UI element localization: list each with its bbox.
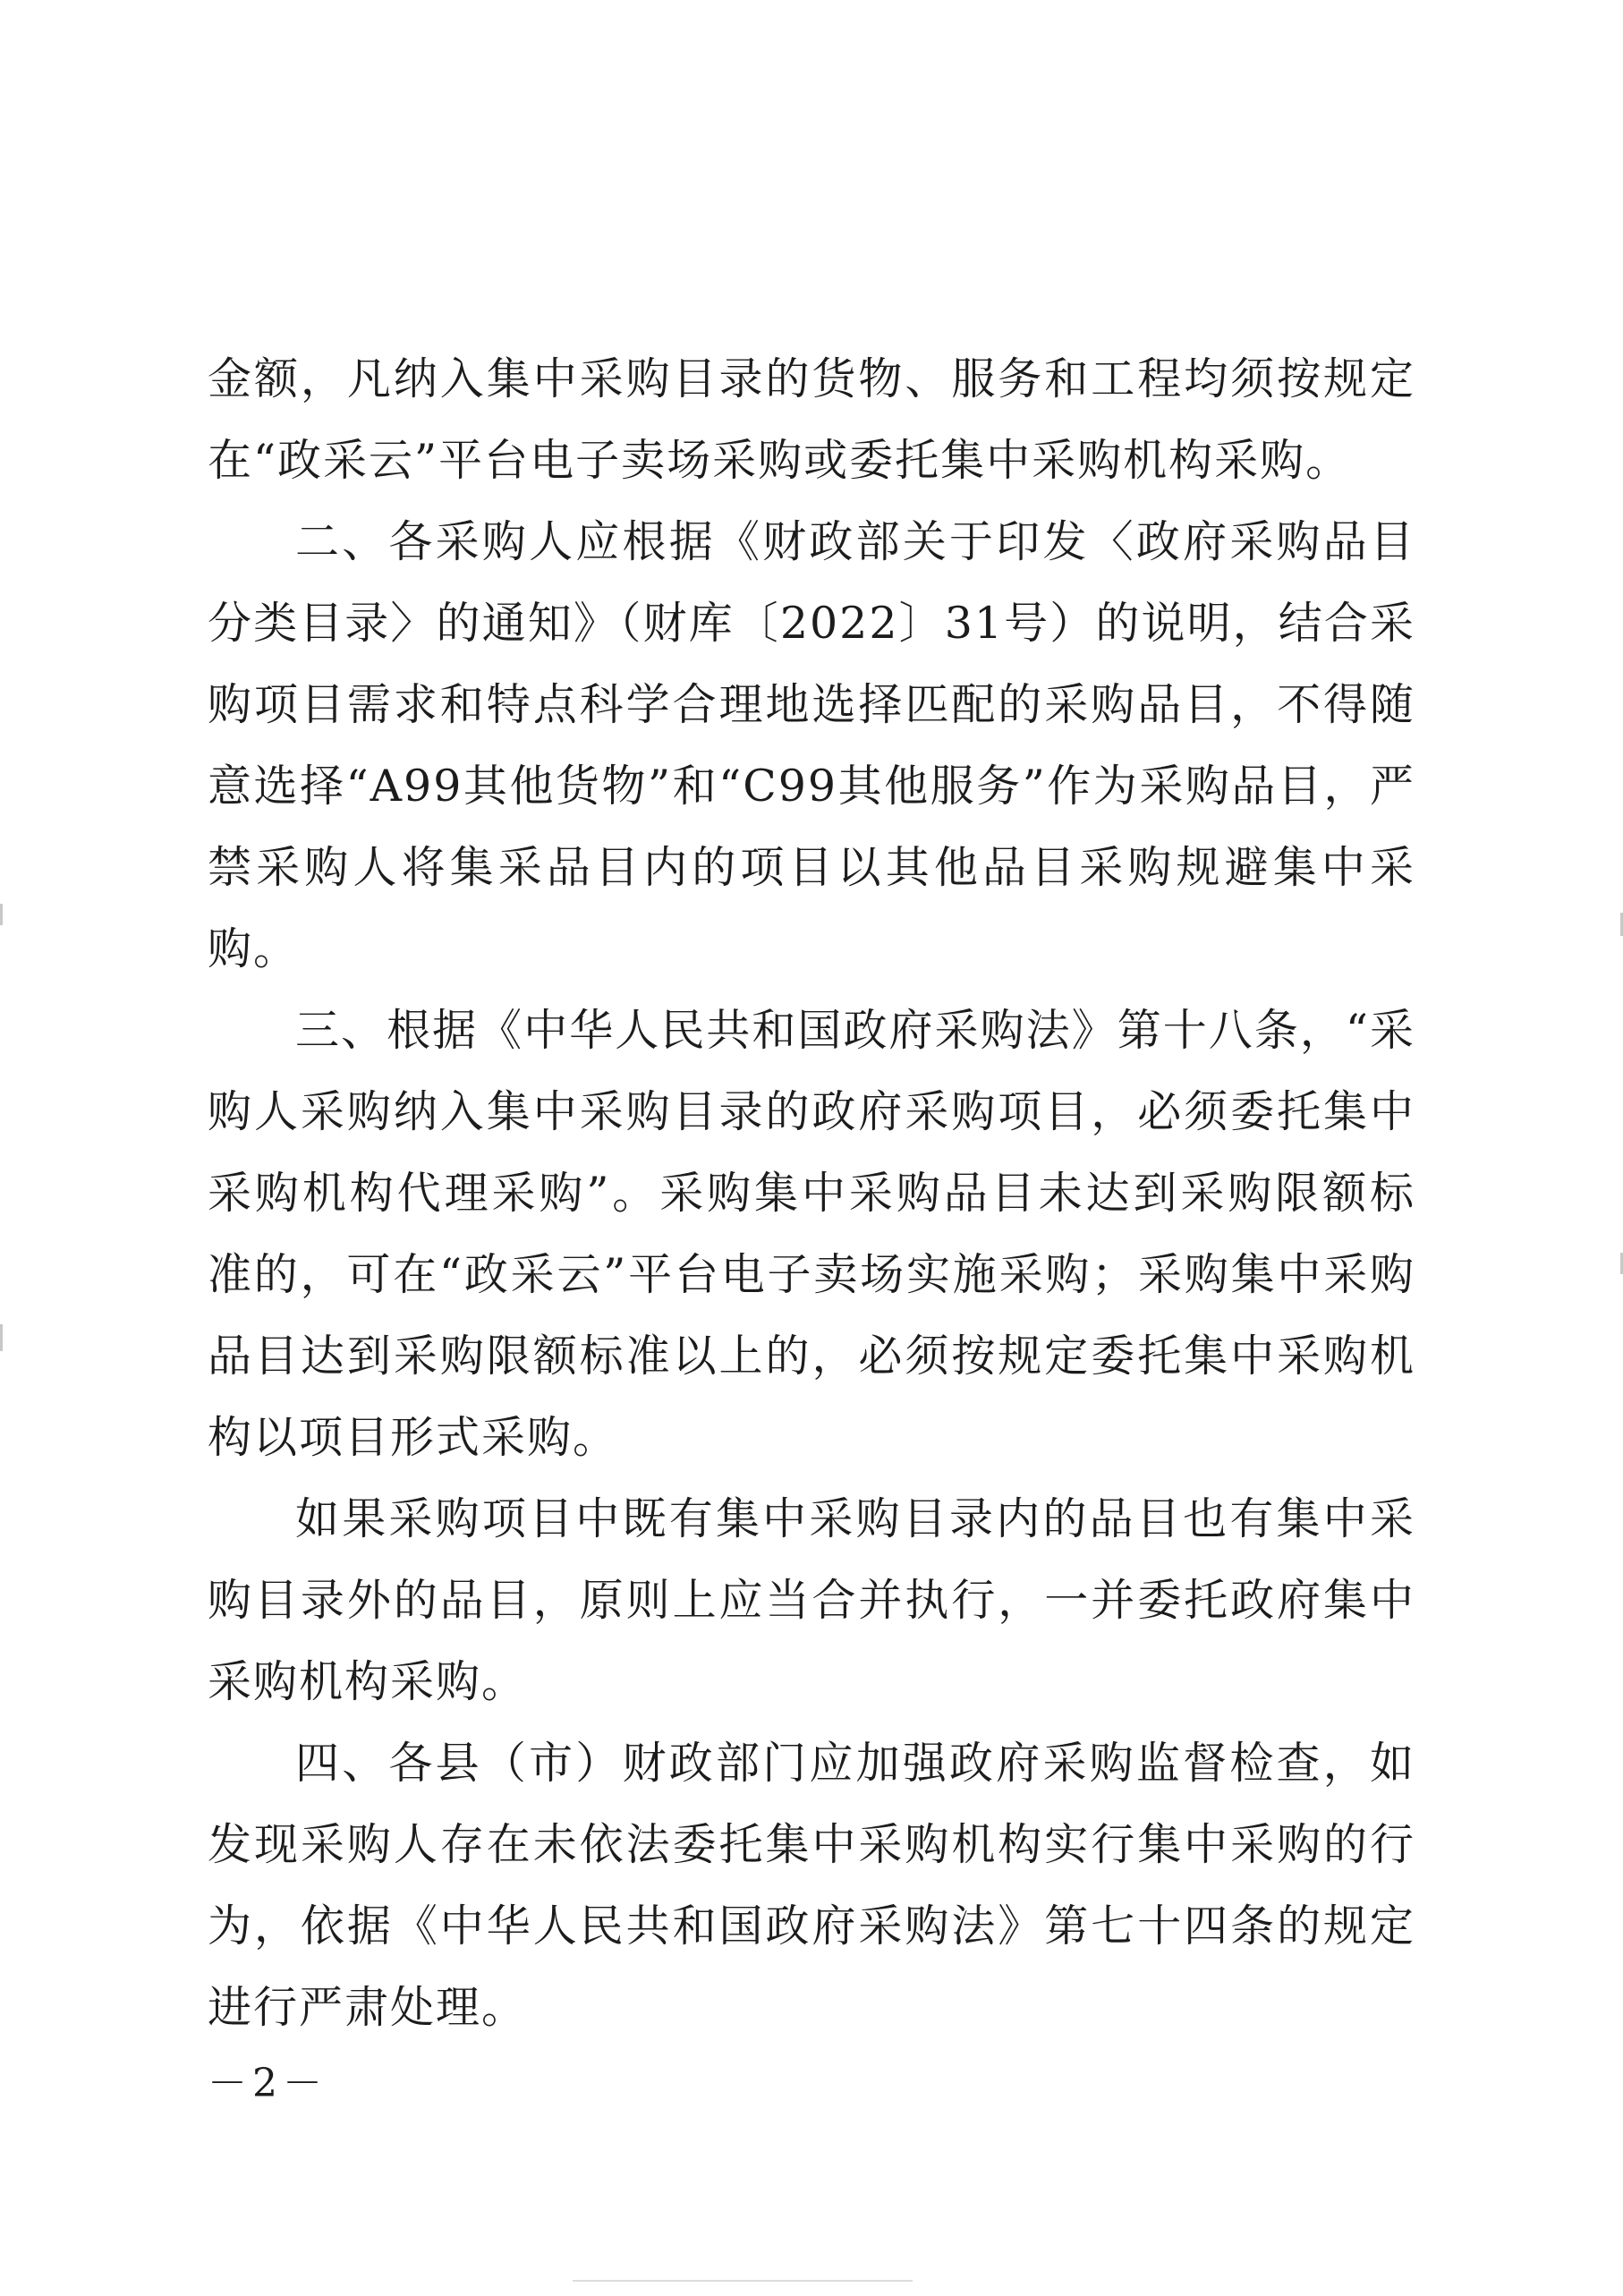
paragraph-section-three: 三、根据《中华人民共和国政府采购法》第十八条，“采购人采购纳入集中采购目录的政府采购项目，必须委托集中采购机构代理采购”。采购集中采购品目未达到采购限额标准的，可在“政采云”平台电子卖场实施采购；采购集中采购品目达到采购限额标准以上的，必须按规定委托集中采购机构以项目形式采购。 (208, 1005, 1415, 1463)
paragraph-mixed-items: 如果采购项目中既有集中采购目录内的品目也有集中采购目录外的品目，原则上应当合并执行，一并委托政府集中采购机构采购。 (208, 1493, 1415, 1707)
scan-edge-mark (0, 904, 3, 925)
paragraph-continuation: 金额，凡纳入集中采购目录的货物、服务和工程均须按规定在“政采云”平台电子卖场采购或委托集中采购机构采购。 (208, 353, 1415, 486)
page-number: －2－ (208, 2061, 327, 2106)
paragraph-section-two: 二、各采购人应根据《财政部关于印发〈政府采购品目分类目录〉的通知》（财库〔2022〕31号）的说明，结合采购项目需求和特点科学合理地选择匹配的采购品目，不得随意选择“A99其他货物”和“C99其他服务”作为采购品目，严禁采购人将集采品目内的项目以其他品目采购规避集中采购。 (208, 516, 1415, 974)
bottom-edge-line (573, 2280, 913, 2282)
scan-edge-mark (0, 1324, 3, 1351)
paragraph-section-four: 四、各县（市）财政部门应加强政府采购监督检查，如发现采购人存在未依法委托集中采购机构实行集中采购的行为，依据《中华人民共和国政府采购法》第七十四条的规定进行严肃处理。 (208, 1738, 1415, 2033)
body-text (208, 338, 1415, 2048)
